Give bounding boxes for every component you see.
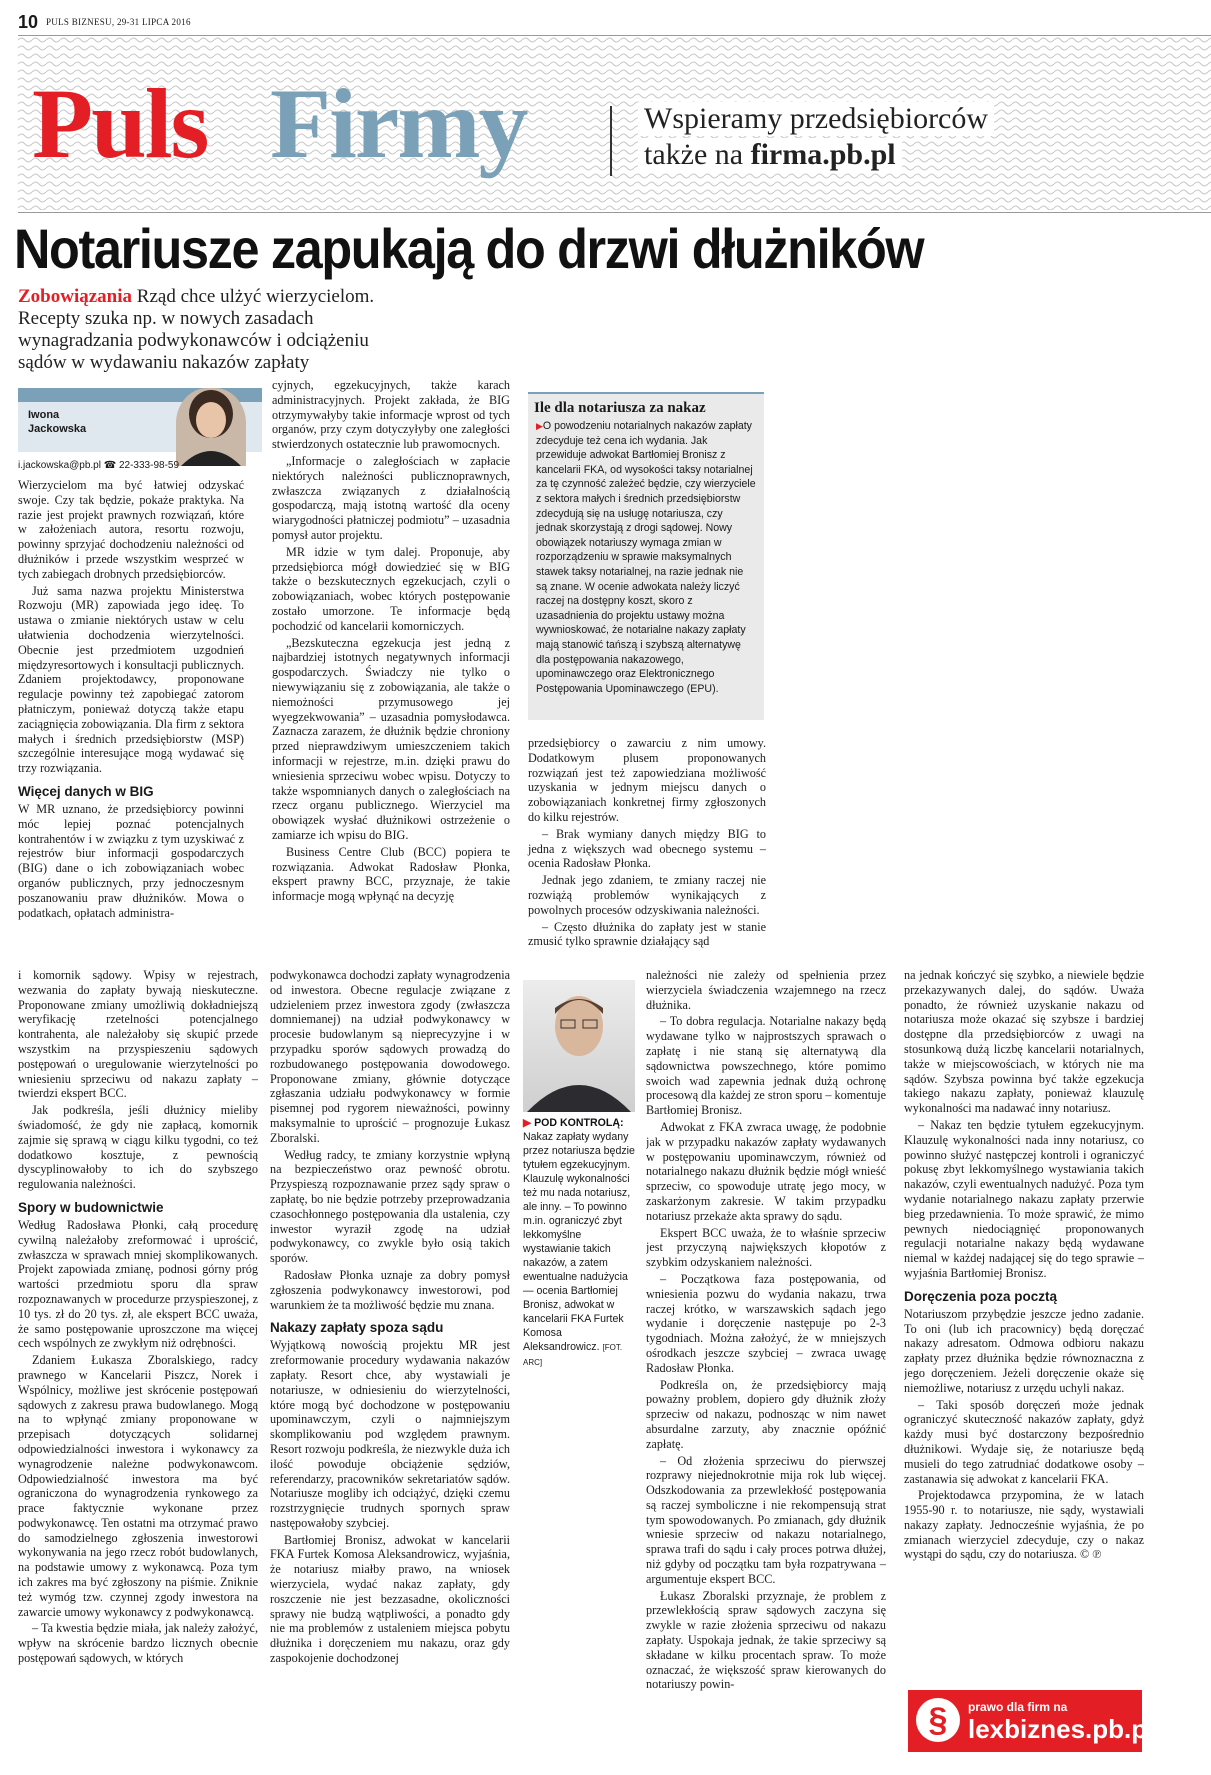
paragraph: podwykonawca dochodzi zapłaty wynagrodzenia od inwestora. Obecne regulacje związane z udzieleniem przez inwestora zgody (zwłaszcza domniemanej) na udział podwykonawcy w procesie budowlanym są nieprecyzyjne i w przypadku sporów sądowych prowadzą do rozbudowanego postępowania dowodowego. Proponowane zmiany, głównie dotyczące zgłaszania udziału podwykonawcy w formie pisemnej pod rygorem nieważności, powinny maksymalnie to uprościć – prognozuje Łukasz Zboralski. bbox=[270, 968, 510, 1145]
paragraph: Według radcy, te zmiany korzystnie wpłyną na bezpieczeństwo oraz pewność obrotu. Przyspieszą rozpoznawanie przez sądy spraw o zapłatę, bo nie będzie potrzeby przeprowadzania czasochłonnego postępowania dla ustalenia, czy inwestor wyraził zgodę na udział podwykonawcy, co zwykle było osią takich sporów. bbox=[270, 1147, 510, 1266]
brand-puls: Puls bbox=[32, 68, 208, 179]
column-2 bbox=[272, 378, 510, 906]
paragraph: Bartłomiej Bronisz, adwokat w kancelarii FKA Furtek Komosa Aleksandrowicz, wyjaśnia, że notariusz miałby prawo, na wniosek wierzyciela, wydać nakaz zapłaty, gdy roszczenie nie jest bezzasadne, okoliczności sprawy nie budzą wątpliwości, a ponadto gdy nie ma problemów z ustaleniem miejsca pobytu dłużnika i doręczeniem mu nakazu, oraz gdy zaspokojenie dochodzonej bbox=[270, 1532, 510, 1666]
paragraph: Business Centre Club (BCC) popiera te rozwiązania. Adwokat Radosław Płonka, ekspert prawny BCC, przyznaje, że takie informacje mogą wpłynąć na decyzję bbox=[272, 844, 510, 904]
page-number: 10 bbox=[18, 12, 39, 32]
issue-date: PULS BIZNESU, 29-31 LIPCA 2016 bbox=[46, 17, 191, 27]
tagline-site[interactable]: firma.pb.pl bbox=[750, 138, 896, 171]
paragraph: przedsiębiorcy o zawarciu z nim umowy. Dodatkowym plusem proponowanych rozwiązań jest też zapowiedziana możliwość uzyskania w jednym miejscu danych o zobowiązaniach konkretnej firmy zgłoszonych do kilku rejestrów. bbox=[528, 736, 766, 824]
author-contact[interactable]: i.jackowska@pb.pl ☎ 22-333-98-59 bbox=[18, 460, 180, 471]
promo-line-1: prawo dla firm na bbox=[968, 1700, 1068, 1714]
tagline-2: także na firma.pb.pl bbox=[638, 138, 902, 172]
paragraph: – Taki sposób doręczeń może jednak ograniczyć skuteczność nakazów zapłaty, gdyż każdy musi być dostarczony bezpośrednio dłużnikowi. Wydaje się, że notariusze będą musieli do tego zatrudniać dodatkowe osoby – zastanawia się adwokat z kancelarii FKA. bbox=[904, 1397, 1144, 1486]
promo-banner[interactable] bbox=[908, 1690, 1155, 1752]
paragraph: cyjnych, egzekucyjnych, także karach administracyjnych. Projekt zakłada, że BIG otrzymywałyby takie informacje wprost od tych organów, przy czym dotyczyłyby one zaległości stwierdzonych ostatecznie lub prawomocnych. bbox=[272, 378, 510, 452]
paragraph: Ekspert BCC uważa, że to właśnie sprzeciw jest przyczyną największych kłopotów z szybkim odzyskaniem należności. bbox=[646, 1225, 886, 1270]
lower-column-1 bbox=[18, 968, 258, 1688]
column-3 bbox=[528, 736, 766, 951]
tagline-1: Wspieramy przedsiębiorców bbox=[638, 102, 994, 136]
brand-firmy: Firmy bbox=[270, 68, 527, 179]
author-name: Iwona Jackowska bbox=[28, 409, 87, 435]
subheading: Więcej danych w BIG bbox=[18, 783, 154, 799]
paragraph: Radosław Płonka uznaje za dobry pomysł zgłoszenia podwykonawcy inwestorowi, pod warunkiem że ta możliwość będzie mu znana. bbox=[270, 1267, 510, 1312]
paragraph: – Brak wymiany danych między BIG to jedna z większych wad obecnego systemu – ocenia Radosław Płonka. bbox=[528, 826, 766, 871]
paragraph: Wyjątkową nowością projektu MR jest zreformowanie procedury wydawania nakazów zapłaty. Resort chce, aby wystawiali je notariusze, w odniesieniu do wierzytelności, które mogą być dochodzone w postępowaniu upominawczym, czyli o najmniejszym skomplikowaniu pod względem prawnym. Resort rozwoju podkreśla, że niezwykle duża ich ilość powoduje obciążenie sędziów, referendarzy, pracowników sekretariatów sądów. Notariusze mogliby ich odciążyć, dzięki czemu rozstrzygnięcie trudnych spornych spraw następowałoby szybciej. bbox=[270, 1338, 510, 1530]
sidebox bbox=[528, 392, 764, 720]
column-1 bbox=[18, 478, 244, 922]
promo-link[interactable]: lexbiznes.pb.pl bbox=[968, 1714, 1155, 1744]
subheading: Spory w budownictwie bbox=[18, 1199, 164, 1215]
paragraph: – Początkowa faza postępowania, od wniesienia pozwu do wydania nakazu, trwa raczej krótko, w warszawskich sądach jego wydanie i doręczenie następuje po 2-3 tygodniach. Można założyć, że w mniejszych ośrodkach jeszcze szybciej – zwraca uwagę Radosław Płonka. bbox=[646, 1271, 886, 1375]
paragraph: należności nie zależy od spełnienia przez wierzyciela świadczenia wzajemnego na rzecz dłużnika. bbox=[646, 968, 886, 1012]
lower-column-3 bbox=[646, 968, 886, 1748]
sidebox-text: ▶ O powodzeniu notarialnych nakazów zapłaty zdecyduje też cena ich wydania. Jak przewiduje adwokat Bartłomiej Bronisz z kancelarii FKA, od wysokości taksy notarialnej za tę czynność zależeć będzie, czy wierzyciele z sektora małych i średnich przedsiębiorstw zdecydują się na usługę notariusza, czy jednak skorzystają z drogi sądowej. Nowy obowiązek notariuszy wymaga zmian w rozporządzeniu w sprawie maksymalnych stawek taksy notarialnej, na razie jednak nie są znane. W ocenie adwokata należy liczyć raczej na dostępny koszt, skoro z uzasadnienia do projektu ustawy można wywnioskować, że notarialne nakazy zapłaty mają stanowić tańszą i szybszą alternatywę dla postępowania nakazowego, upominawczego oraz Elektronicznego Postępowania Upominawczego (EPU). bbox=[528, 419, 764, 696]
paragraph: MR idzie w tym dalej. Proponuje, aby przedsiębiorca mógł dowiedzieć się w BIG także o bezskutecznych egzekucjach, czyli o zobowiązaniach, wobec których postępowanie zostało umorzone. Te informacje będą pochodzić od kancelarii komorniczych. bbox=[272, 544, 510, 633]
paragraph: Już sama nazwa projektu Ministerstwa Rozwoju (MR) zapowiada jego ideę. To ustawa o zmianie niektórych ustaw w celu ułatwienia dochodzenia wierzytelności. Obecnie jest przedmiotem uzgodnień międzyresortowych i konsultacji publicznych. Zdaniem projektodawcy, proponowane regulacje powinny też zapobiegać zatorom płatniczym, ponieważ dotyczą także etapu zaciągnięcia zobowiązania. Dla firm z sektora małych i średnich przedsiębiorstw (MSP) szczególnie interesujące mogą wydawać się trzy rozwiązania. bbox=[18, 583, 244, 776]
paragraph: Według Radosława Płonki, całą procedurę cywilną należałoby zreformować i uprościć, zwłaszcza w sprawach mniej skomplikowanych. Projekt zapowiada zmianę, podnosi górny próg wartości przedmiotu sporu dla spraw rozpoznawanych w procedurze przyspieszonej, z 10 tys. zł do 20 tys. zł, ale ekspert BCC uważa, że samo postępowanie uproszczone ma więcej cech wspólnych ze zwykłym niż odrębności. bbox=[18, 1217, 258, 1351]
headline: Notariusze zapukają do drzwi dłużników bbox=[14, 217, 924, 280]
paragraph: – To dobra regulacja. Notarialne nakazy będą wydawane tylko w najprostszych sprawach o zapłatę i nie staną się alternatywą dla sądownictwa powszechnego, które pomimo swoich wad zapewnia jednak dużą ochronę procesową dla każdej ze stron sporu – komentuje Bartłomiej Bronisz. bbox=[646, 1014, 886, 1118]
photo-credit: [FOT. ARC] bbox=[523, 1343, 623, 1367]
paragraph-sign-icon: § bbox=[916, 1698, 960, 1742]
paragraph: i komornik sądowy. Wpisy w rejestrach, wezwania do zapłaty bywają nieskuteczne. Proponowane zmiany umożliwią dokładniejszą weryfikację rzetelności potencjalnego kontrahenta, ale należałoby się skupić przede wszystkim na przyspieszeniu sądowych postępowań o uregulowanie wierzytelności po wniesieniu sprzeciwu od nakazu zapłaty – twierdzi ekspert BCC. bbox=[18, 968, 258, 1101]
paragraph: Jednak jego zdaniem, te zmiany raczej nie rozwiążą problemów wynikających z powolnych procesów odzyskiwania należności. bbox=[528, 873, 766, 917]
paragraph: Wierzycielom ma być łatwiej odzyskać swoje. Czy tak będzie, pokaże praktyka. Na razie jest projekt prawnych rozwiązań, które w założeniach autora, resortu rozwoju, powinny sprzyjać dochodzeniu należności od dłużników i przede wszystkim wesprzeć w tych zabiegach drobnych przedsiębiorców. bbox=[18, 478, 244, 581]
paragraph: – Od złożenia sprzeciwu do pierwszej rozprawy niejednokrotnie mija rok lub więcej. Odszkodowania za przewlekłość postępowania są raczej symboliczne i nie rekompensują strat tym spowodowanych. Po zmianach, gdy dłużnik wniesie sprzeciw od nakazu notarialnego, sprawa trafi do sądu i cały proces potrwa dłużej, niż gdyby od początku tam była rozpatrywana – argumentuje ekspert BCC. bbox=[646, 1453, 886, 1586]
paragraph: „Informacje o zaległościach w zapłacie niektórych należności publicznoprawnych, zwłaszcza związanych z działalnością gospodarczą, mają istotną wartość dla oceny wiarygodności płatniczej podmiotu” – uzasadnia pomysł autor projektu. bbox=[272, 453, 510, 542]
masthead bbox=[18, 36, 1211, 210]
lower-column-4 bbox=[904, 968, 1144, 1678]
lead: Zobowiązania Rząd chce ulżyć wierzycielom. Recepty szuka np. w nowych zasadach wynagradzania podwykonawców i odciążeniu sądów w wydawaniu nakazów zapłaty bbox=[18, 286, 375, 373]
paragraph: Notariuszom przybędzie jeszcze jedno zadanie. To oni (lub ich pracownicy) będą doręczać nakazy adresatom. Odmowa odbioru nakazu zapłaty przez dłużnika będzie równoznaczna z jego doręczeniem. Jeżeli doręczenie okaże się niemożliwe, notariusz z urzędu uchyli nakaz. bbox=[904, 1306, 1144, 1395]
top-bar bbox=[18, 12, 1211, 36]
paragraph: Łukasz Zboralski przyznaje, że problem z przewlekłością spraw sądowych zaczyna się zwykle w razie złożenia sprzeciwu od nakazu zapłaty. Uspokaja jednak, że takie sprzeciwy są składane w kilku procentach spraw. To może oznaczać, że większość spraw kierowanych do notariuszy powin- bbox=[646, 1588, 886, 1692]
paragraph: Adwokat z FKA zwraca uwagę, że podobnie jak w przypadku nakazów zapłaty wydawanych w postępowaniu upominawczym, również od notarialnego nakazu dłużnik będzie mógł wnieść sprzeciw, co spowoduje utratę jego mocy, w zaskarżonym zakresie. W takim przypadku notariusz przekaże akta sprawy do sądu. bbox=[646, 1119, 886, 1223]
photo-caption: ▶ POD KONTROLĄ: Nakaz zapłaty wydany przez notariusza będzie tytułem egzekucyjnym. Klauzulę wykonalności też mu nada notariusz, ale inny. – To powinno m.in. ograniczyć zbyt lekkomyślne wystawianie takich nakazów, a zatem ewentualne nadużycia — ocenia Bartłomiej Bronisz, adwokat w kancelarii FKA Furtek Komosa Aleksandrowicz. [FOT. ARC] bbox=[523, 1117, 635, 1367]
lower-column-2 bbox=[270, 968, 510, 1688]
expert-photo bbox=[523, 980, 635, 1112]
paragraph: – Nakaz ten będzie tytułem egzekucyjnym. Klauzulę wykonalności nada inny notariusz, co powinno służyć następczej kontroli i ograniczyć pokusę zbyt lekkomyślnego wystawiania takich nakazów, czyli ewentualnych nadużyć. Poza tym wydanie notarialnego nakazu zapłaty przerwie bieg przedawnienia. To może sprawić, że mimo pewnych niedociągnięć proponowanych regulacji notarialne nakazy będą wydawane niemal w każdej nadającej się do tego sprawie – wyjaśnia Bartłomiej Bronisz. bbox=[904, 1117, 1144, 1280]
paragraph: Projektodawca przypomina, że w latach 1955-90 r. to notariusze, nie sądy, wystawiali nakazy zapłaty. Jednocześnie wyjaśnia, że po zmianach wierzyciel zdecyduje, czy o nakaz wystąpi do sądu, czy do notariusza. © ℗ bbox=[904, 1488, 1144, 1562]
rule bbox=[18, 212, 1211, 213]
caption-marker: ▶ bbox=[523, 1117, 535, 1129]
paragraph: W MR uznano, że przedsiębiorcy powinni móc lepiej poznać potencjalnych kontrahentów i w związku z tym uzyskiwać z rejestrów biur informacji gospodarczych (BIG) dane o ich zobowiązaniach wobec organów publicznych, przy jednoczesnym poszanowaniu praw dłużników. Mowa o podatkach, opłatach administra- bbox=[18, 801, 244, 920]
divider bbox=[610, 106, 612, 176]
paragraph: Zdaniem Łukasza Zboralskiego, radcy prawnego w Kancelarii Piszcz, Norek i Wspólnicy, możliwe jest skrócenie postępowań sądowych z zakresu prawa budowlanego. Mogą na to wpłynąć zmiany proponowane w przepisach dotyczących solidarnej odpowiedzialności inwestora i wykonawcy za wynagrodzenie należne podwykonawcom. Odpowiedzialność inwestora ma być ograniczona do wynagrodzenia rynkowego za prace faktycznie wykonane przez podwykonawcę. Ten ostatni ma otrzymać prawo do samodzielnego zgłoszenia inwestorowi wykonywania na jego rzecz robót budowlanych, na podstawie umowy z wykonawcą. Poza tym ich zakres ma być zgłoszony na piśmie. Zniknie też wymóg tzw. czynnej zgody inwestora na zawarcie umowy wykonawcy z podwykonawcą. bbox=[18, 1353, 258, 1619]
caption-kicker: POD KONTROLĄ: bbox=[534, 1117, 624, 1129]
lead-kicker: Zobowiązania bbox=[18, 286, 133, 307]
paragraph: Jak podkreśla, jeśli dłużnicy mieliby świadomość, że gdy nie zapłacą, komornik zajmie się sprawą w ciągu kilku tygodni, co też dodatkowo kosztuje, z pewnością dyscyplinowałoby to ich do szybszego regulowania należności. bbox=[18, 1103, 258, 1192]
paragraph: „Bezskuteczna egzekucja jest jedną z najbardziej istotnych negatywnych informacji gospodarczych. Świadczy nie tylko o niewywiązaniu się z zobowiązania, ale także o niemożności przymusowego jej wyegzekwowania” – uzasadnia pomysłodawca. Zaznacza zarazem, że dłużnik będzie chroniony przed nieprawdziwym umieszczeniem takich informacji w rejestrze, m.in. dzięki prawu do wniesienia sprzeciwu wobec wpisu. Dotyczy to także wspomnianych danych o zaległościach na rzecz organu publicznego. Wierzyciel ma obowiązek wysłać dłużnikowi ostrzeżenie o zamiarze ich wpisu do BIG. bbox=[272, 635, 510, 842]
paragraph: na jednak kończyć się szybko, a niewiele będzie przekazywanych dalej, do sądów. Uważa ponadto, że również uzyskanie nakazu od notariusza może okazać się szybsze i bardziej dostępne dla przedsiębiorców z uwagi na stosunkową dużą liczbę kancelarii notarialnych, także w miejscowościach, w których nie ma sądów. Szybsza powinna być także egzekucja takiego nakazu zapłaty, ponieważ klauzulę wykonalności ma nadawać inny notariusz. bbox=[904, 968, 1144, 1116]
author-photo bbox=[176, 388, 246, 466]
author-box bbox=[18, 388, 262, 452]
paragraph: – Ta kwestia będzie miała, jak należy założyć, wpływ na skrócenie bardzo licznych obecnie postępowań sądowych, w których bbox=[18, 1621, 258, 1666]
subheading: Nakazy zapłaty spoza sądu bbox=[270, 1320, 444, 1336]
subheading: Doręczenia poza pocztą bbox=[904, 1288, 1058, 1304]
paragraph: – Często dłużnika do zapłaty jest w stanie zmusić tylko sprawnie działający sąd bbox=[528, 919, 766, 949]
sidebox-title: Ile dla notariusza za nakaz bbox=[534, 400, 706, 416]
paragraph: Podkreśla on, że przedsiębiorcy mają poważny problem, dopiero gdy dłużnik złoży sprzeciw od nakazu, podnosząc w nim nawet absurdalne zarzuty, aby znacznie opóźnić zapłatę. bbox=[646, 1377, 886, 1451]
